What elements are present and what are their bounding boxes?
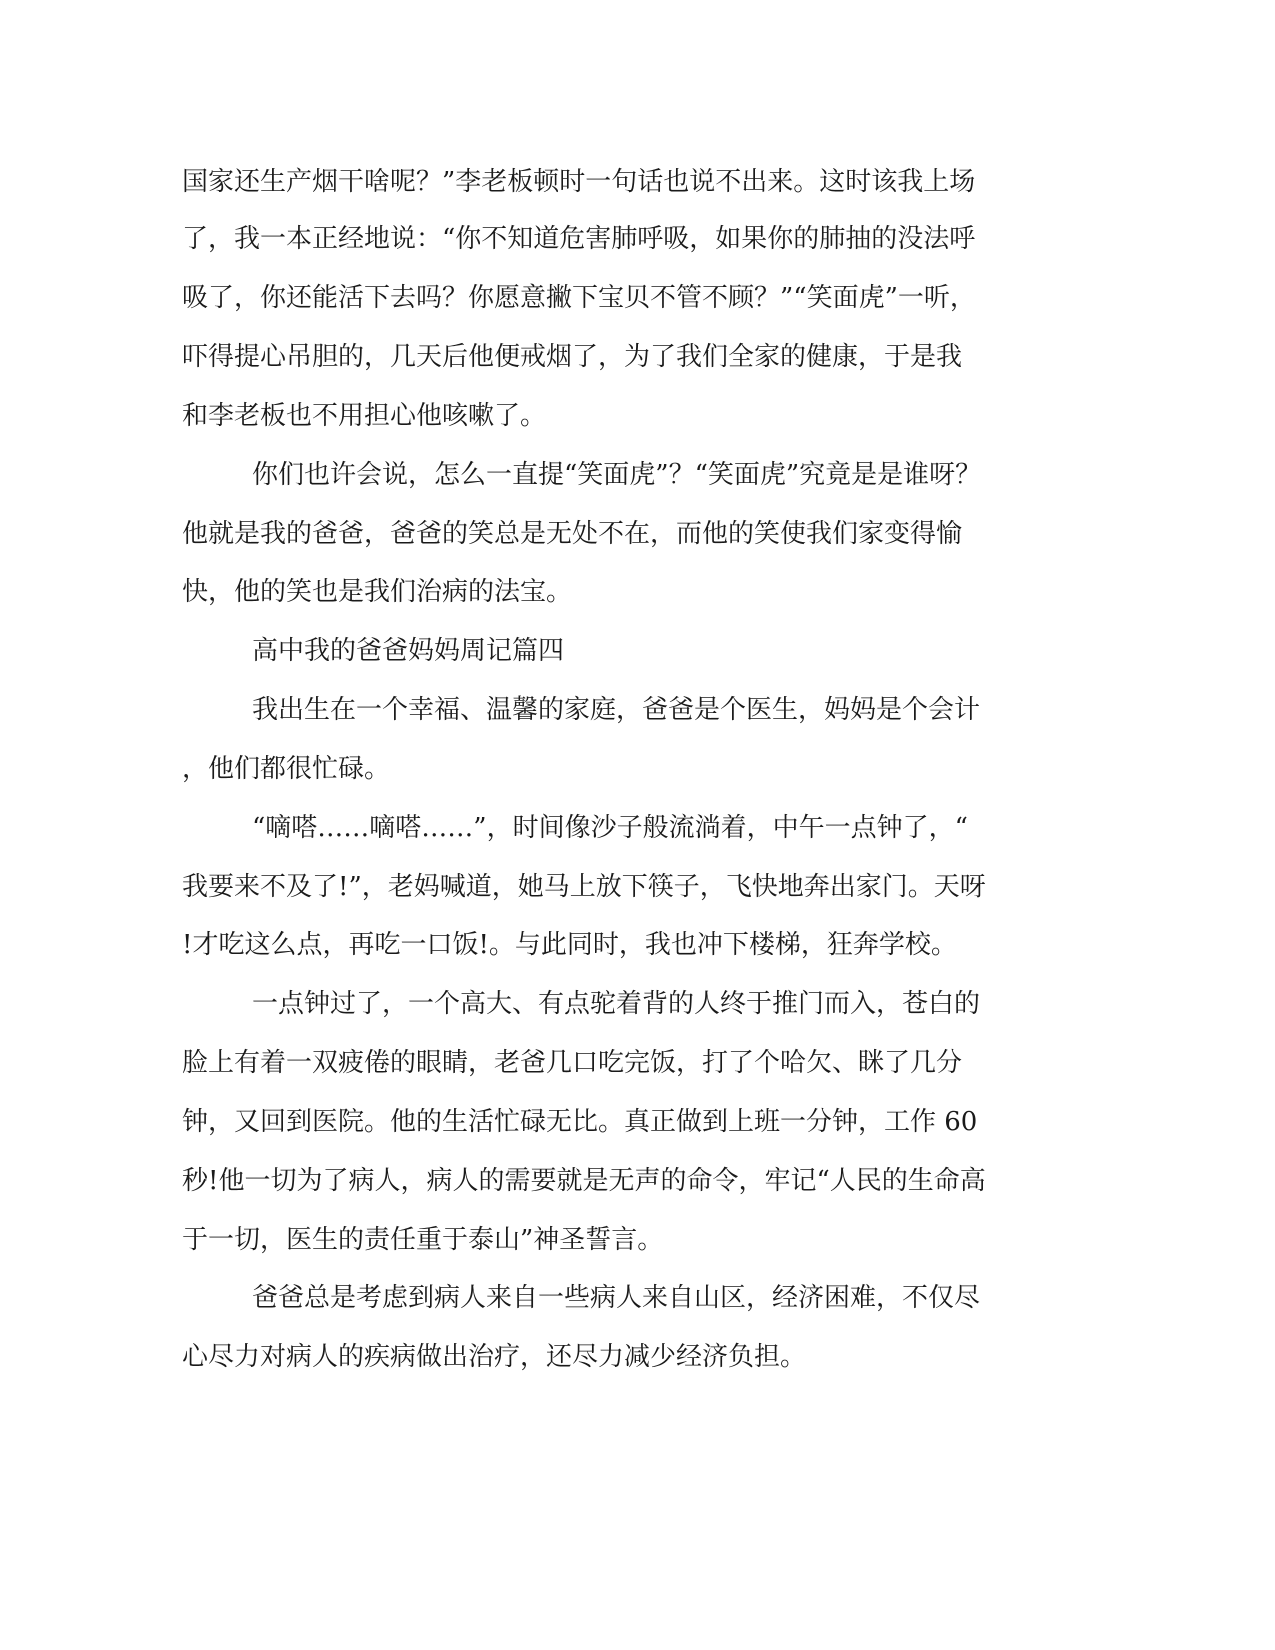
text-line: 我要来不及了!”，老妈喊道，她马上放下筷子，飞快地奔出家门。天呀 [182, 872, 986, 902]
text-line: 秒!他一切为了病人，病人的需要就是无声的命令，牢记“人民的生命高 [182, 1166, 986, 1196]
text-line: “嘀嗒……嘀嗒……”，时间像沙子般流淌着，中午一点钟了，“ [252, 813, 968, 843]
text-line: 吓得提心吊胆的，几天后他便戒烟了，为了我们全家的健康，于是我 [182, 342, 963, 372]
text-line: 了，我一本正经地说：“你不知道危害肺呼吸，如果你的肺抽的没法呼 [182, 224, 976, 254]
text-line: ，他们都很忙碌。 [182, 754, 391, 784]
text-line: 钟，又回到医院。他的生活忙碌无比。真正做到上班一分钟，工作 60 [182, 1107, 978, 1137]
text-line: 心尽力对病人的疾病做出治疗，还尽力减少经济负担。 [182, 1342, 807, 1372]
text-line: 和李老板也不用担心他咳嗽了。 [182, 401, 547, 431]
text-line: !才吃这么点，再吃一口饭!。与此同时，我也冲下楼梯，狂奔学校。 [182, 930, 957, 960]
text-line: 脸上有着一双疲倦的眼睛，老爸几口吃完饭，打了个哈欠、眯了几分 [182, 1048, 963, 1078]
text-line: 一点钟过了，一个高大、有点驼着背的人终于推门而入，苍白的 [252, 989, 981, 1019]
text-line: 于一切，医生的责任重于泰山”神圣誓言。 [182, 1225, 664, 1255]
text-line: 爸爸总是考虑到病人来自一些病人来自山区，经济困难，不仅尽 [252, 1283, 981, 1313]
text-line: 快，他的笑也是我们治病的法宝。 [182, 577, 573, 607]
section-heading: 高中我的爸爸妈妈周记篇四 [252, 636, 565, 666]
text-line: 国家还生产烟干啥呢？”李老板顿时一句话也说不出来。这时该我上场 [182, 167, 976, 197]
text-line: 你们也许会说，怎么一直提“笑面虎”？“笑面虎”究竟是是谁呀？ [252, 460, 982, 490]
text-line: 他就是我的爸爸，爸爸的笑总是无处不在，而他的笑使我们家变得愉 [182, 519, 963, 549]
text-line: 吸了，你还能活下去吗？你愿意撇下宝贝不管不顾？”“笑面虎”一听， [182, 283, 976, 313]
text-line: 我出生在一个幸福、温馨的家庭，爸爸是个医生，妈妈是个会计 [252, 695, 981, 725]
